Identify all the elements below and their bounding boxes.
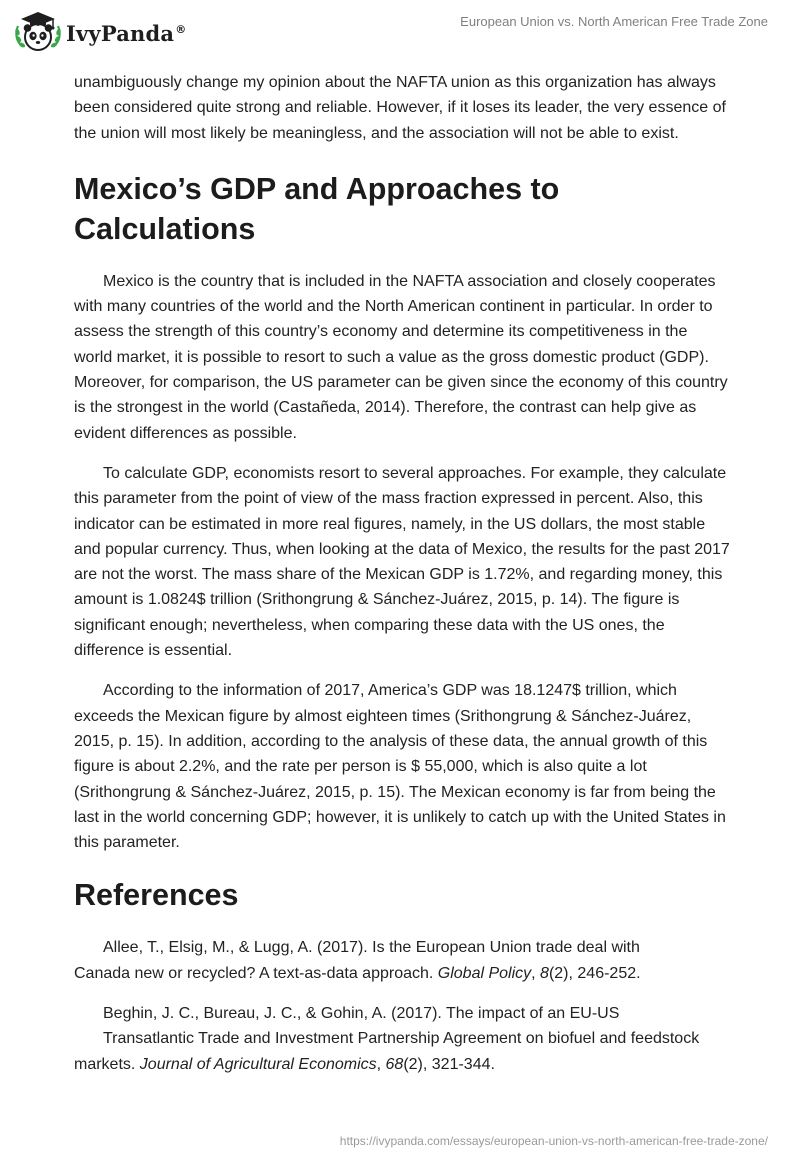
page-header bbox=[0, 0, 800, 70]
logo-wordmark: IvyPanda® bbox=[66, 20, 187, 46]
gdp-section-heading: Mexico’s GDP and Approaches to Calculations bbox=[74, 171, 560, 246]
ivypanda-logo[interactable] bbox=[12, 8, 186, 56]
intro-paragraph: unambiguously change my opinion about the NAFTA union as this organization has always been considered quite strong and reliable. However, if it loses its leader, the very essence of the union will most likely be meaningless, and the association will not be able to exist. bbox=[74, 74, 726, 142]
gdp-paragraph-1: Mexico is the country that is included in the NAFTA association and closely cooperates with many countries of the world and the North American continent in particular. In order to assess the strength of this country’s economy and determine its competitiveness in the world market, it is possible to resort to such a value as the gross domestic product (GDP). Moreover, for comparison, the US parameter can be given since the economy of this country is the strongest in the world (Castañeda, 2014). Therefore, the contrast can help give as evident differences as possible. bbox=[74, 272, 728, 442]
reference-volume: 68 bbox=[385, 1055, 404, 1073]
gdp-paragraph-2: To calculate GDP, economists resort to several approaches. For example, they calculate this parameter from the point of view of the mass fraction expressed in percent. Also, this indicator can be estimated in more real figures, namely, in the US dollars, the most stable and popular currency. Thus, when looking at the data of Mexico, the results for the past 2017 are not the worst. The mass share of the Mexican GDP is 1.72%, and regarding money, this amount is 1.0824$ trillion (Srithongrung & Sánchez-Juárez, 2015, p. 14). The figure is significant enough; nevertheless, when comparing these data with the US ones, the difference is essential. bbox=[74, 464, 730, 660]
document-title: European Union vs. North American Free Trade Zone bbox=[460, 14, 768, 29]
reference-journal: Global Policy bbox=[437, 964, 532, 982]
source-url[interactable]: https://ivypanda.com/essays/european-union-vs-north-american-free-trade-zone/ bbox=[339, 1134, 768, 1148]
reference-item: Beghin, J. C., Bureau, J. C., & Gohin, A. (2017). The impact of an EU-US Transatlantic Trade and Investment Partnership Agreement on biofuel and feedstock markets. Journal of Agricultural Economics, 68(2), 321-344. bbox=[74, 1005, 700, 1073]
reference-journal: Journal of Agricultural Economics bbox=[139, 1055, 377, 1073]
panda-graduate-icon bbox=[12, 8, 64, 56]
essay-body bbox=[74, 70, 730, 1077]
reference-item: Allee, T., Elsig, M., & Lugg, A. (2017). Is the European Union trade deal with Canada new or recycled? A text-as-data approach. Global Policy, 8(2), 246-252. bbox=[74, 939, 641, 982]
references-heading: References bbox=[74, 878, 239, 913]
gdp-paragraph-3: According to the information of 2017, America’s GDP was 18.1247$ trillion, which exceeds the Mexican figure by almost eighteen times (Srithongrung & Sánchez-Juárez, 2015, p. 15). In addition, according to the analysis of these data, the annual growth of this figure is about 2.2%, and the rate per person is $ 55,000, which is also quite a lot (Srithongrung & Sánchez-Juárez, 2015, p. 15). The Mexican economy is far from being the last in the world concerning GDP; however, it is unlikely to catch up with the United States in this parameter. bbox=[74, 682, 726, 852]
reference-volume: 8 bbox=[540, 964, 549, 982]
